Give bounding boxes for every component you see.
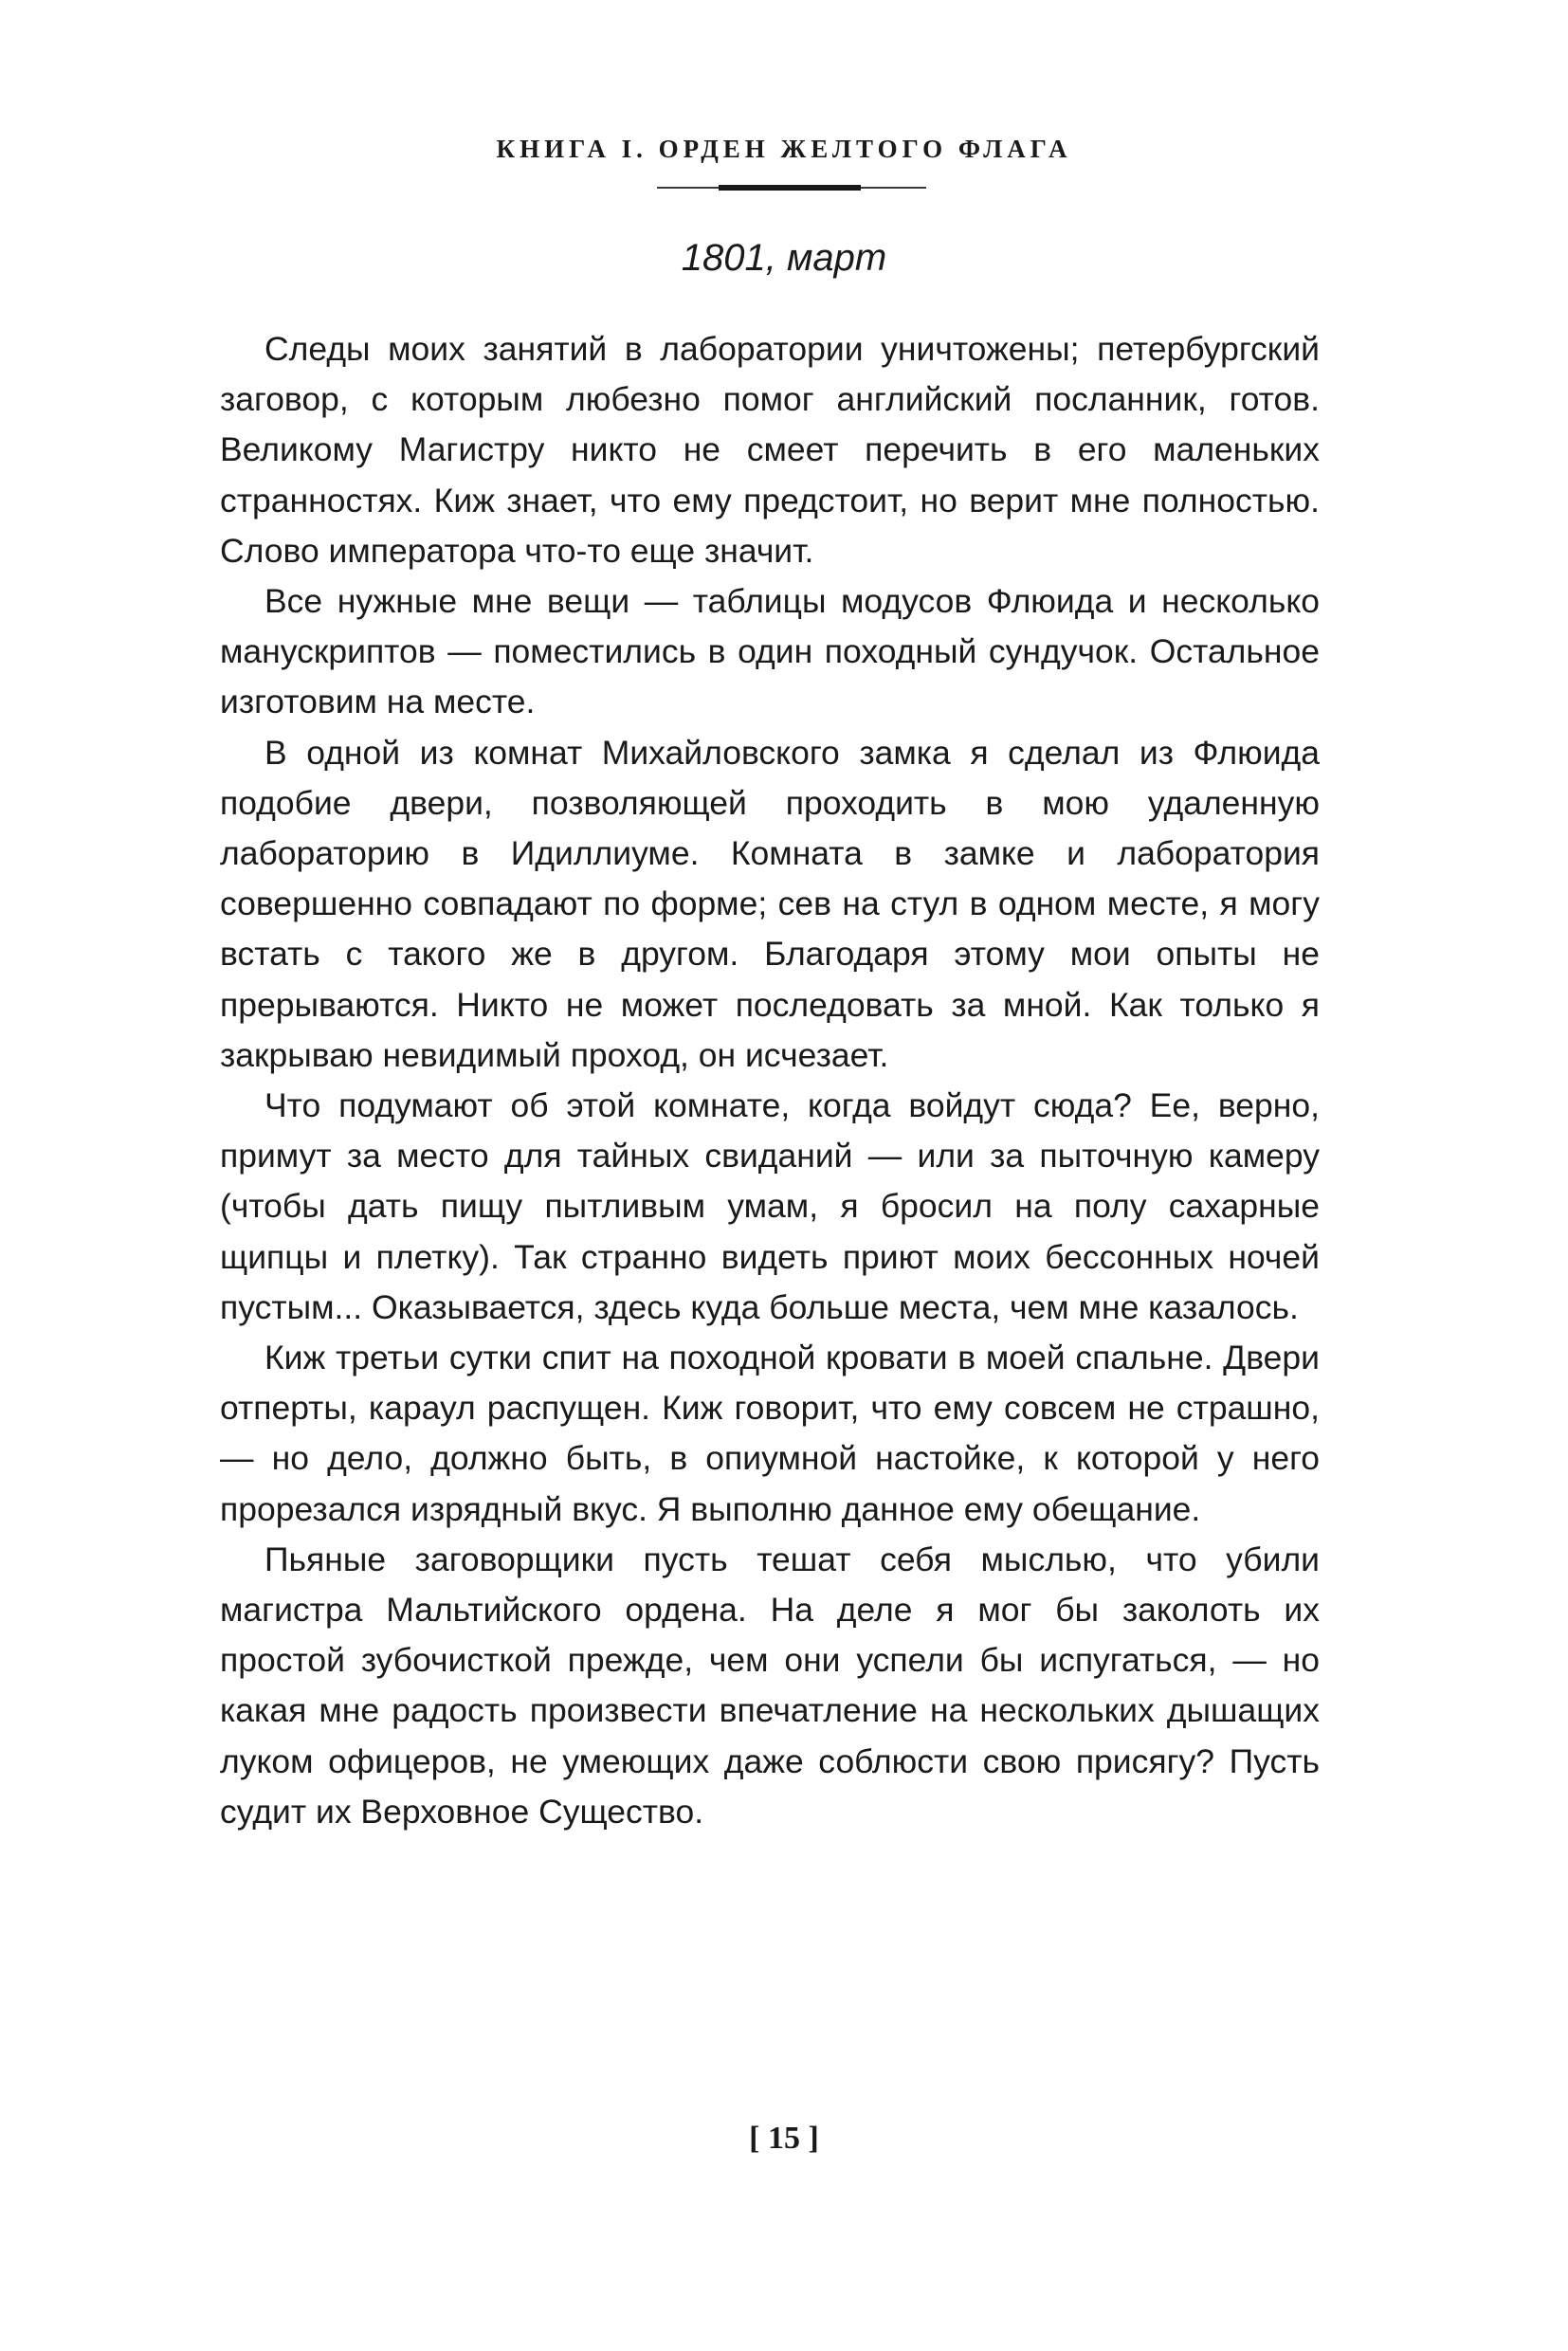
paragraph-2: Все нужные мне вещи — таблицы модусов Флюида и несколько манускриптов — поместились в один походный сундучок. Остальное изготовим на месте. <box>220 582 1320 721</box>
body-text <box>220 324 1320 1837</box>
chapter-title: 1801, март <box>681 237 887 279</box>
running-head: КНИГА I. ОРДЕН ЖЕЛТОГО ФЛАГА <box>496 135 1072 163</box>
paragraph-6: Пьяные заговорщики пусть тешат себя мыслью, что убили магистра Мальтийского ордена. На деле я мог бы заколоть их простой зубочисткой прежде, чем они успели бы испугаться, — но какая мне радость произвести впечатление на нескольких дышащих луком офицеров, не умеющих даже соблюсти свою присягу? Пусть судит их Верховное Существо. <box>220 1540 1320 1831</box>
header-rule-accent <box>719 185 861 191</box>
paragraph-5: Киж третьи сутки спит на походной кровати в моей спальне. Двери отперты, караул распущен. Киж говорит, что ему совсем не страшно, — но дело, должно быть, в опиумной настойке, к которой у него прорезался изрядный вкус. Я выполню данное ему обещание. <box>220 1339 1320 1528</box>
page-number: [ 15 ] <box>749 2121 819 2156</box>
paragraph-3: В одной из комнат Михайловского замка я сделал из Флюида подобие двери, позволяющей проходить в мою удаленную лабораторию в Идиллиуме. Комната в замке и лаборатория совершенно совпадают по форме; сев на стул в одном месте, я могу встать с такого же в другом. Благодаря этому мои опыты не прерываются. Никто не может последовать за мной. Как только я закрываю невидимый проход, он исчезает. <box>220 733 1320 1074</box>
paragraph-1: Следы моих занятий в лаборатории уничтожены; петербургский заговор, с которым любезно помог английский посланник, готов. Великому Магистру никто не смеет перечить в его маленьких странностях. Киж знает, что ему предстоит, но верит мне полностью. Слово императора что-то еще значит. <box>220 330 1320 570</box>
paragraph-4: Что подумают об этой комнате, когда войдут сюда? Ее, верно, примут за место для тайных свиданий — или за пыточную камеру (чтобы дать пищу пытливым умам, я бросил на полу сахарные щипцы и плетку). Так странно видеть приют моих бессонных ночей пустым... Оказывается, здесь куда больше места, чем мне казалось. <box>220 1086 1320 1326</box>
